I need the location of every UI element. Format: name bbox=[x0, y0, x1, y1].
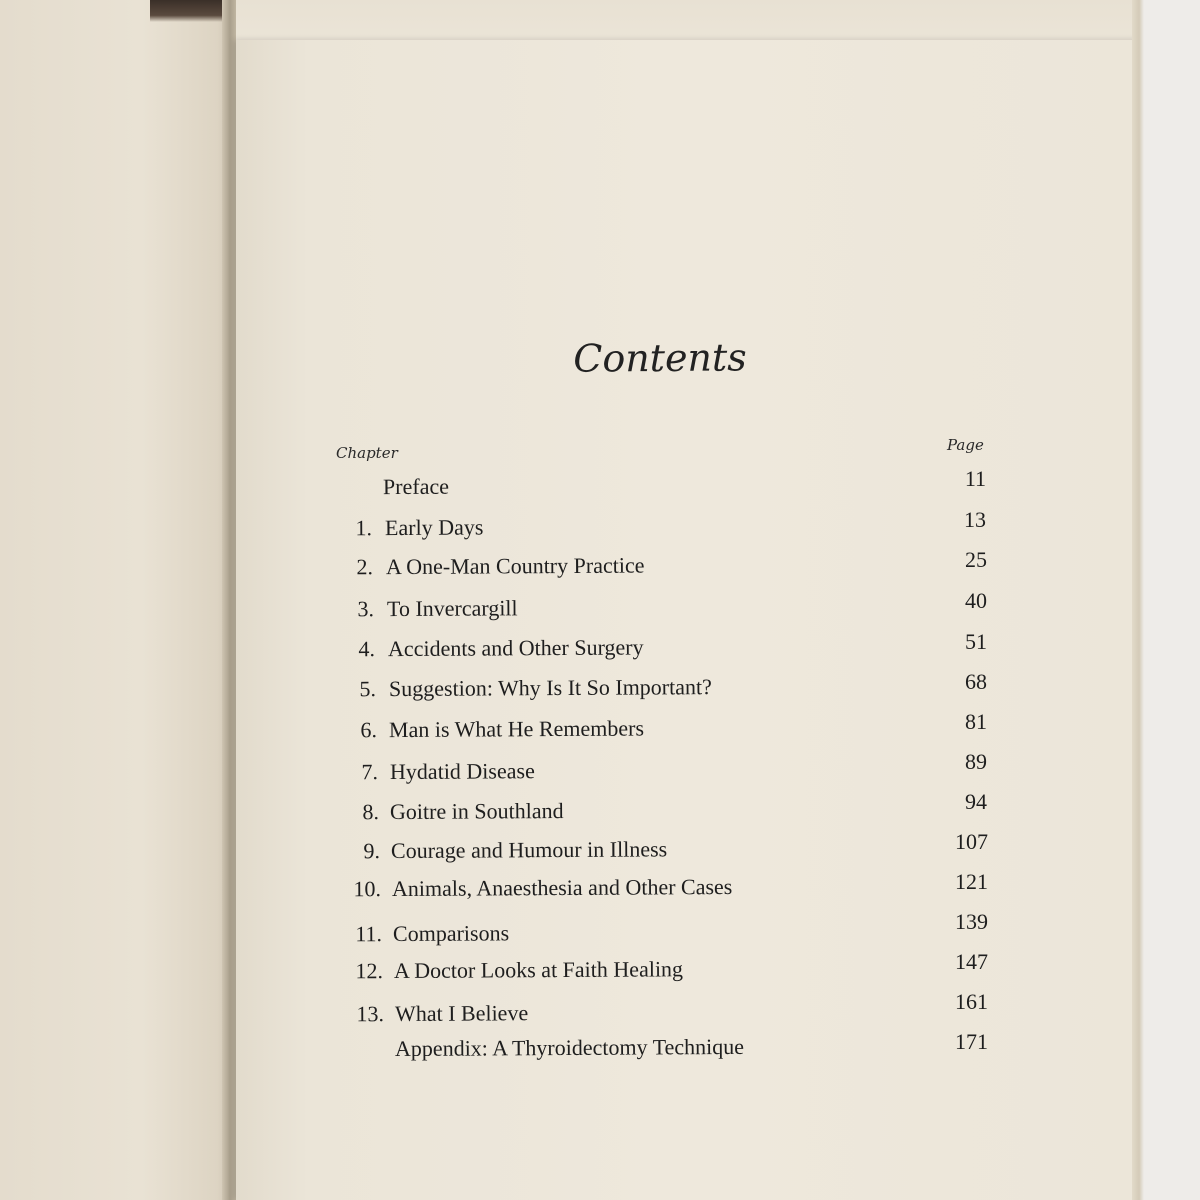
toc-entry-number: 8. bbox=[362, 799, 380, 825]
toc-entry-title: A Doctor Looks at Faith Healing bbox=[393, 956, 684, 984]
toc-entry-number: 9. bbox=[363, 838, 381, 864]
toc-entry-page: 94 bbox=[965, 789, 987, 814]
toc-entry-title: A One-Man Country Practice bbox=[385, 552, 645, 580]
toc-entry-page: 81 bbox=[965, 709, 987, 734]
chapter-column-label: Chapter bbox=[336, 444, 398, 462]
toc-entry-title: Man is What He Remembers bbox=[388, 715, 645, 743]
toc-entry-title: Comparisons bbox=[392, 920, 510, 947]
toc-entry-title: Early Days bbox=[384, 514, 484, 541]
toc-entry-number: 3. bbox=[357, 596, 375, 622]
toc-entry-page: 51 bbox=[965, 629, 987, 654]
toc-entry-page: 171 bbox=[955, 1029, 988, 1054]
toc-entry-title: Preface bbox=[382, 473, 450, 500]
toc-entry-number: 2. bbox=[356, 554, 374, 580]
toc-entry-title: Courage and Humour in Illness bbox=[390, 836, 668, 864]
toc-entry-page: 13 bbox=[964, 507, 986, 532]
toc-entry-title: Goitre in Southland bbox=[389, 798, 564, 825]
toc-entry-page: 161 bbox=[955, 989, 988, 1014]
page-column-label: Page bbox=[947, 436, 984, 454]
toc-entry-page: 139 bbox=[955, 909, 988, 934]
toc-entry-page: 68 bbox=[965, 669, 987, 694]
left-page bbox=[0, 0, 236, 1200]
toc-entry-number: 10. bbox=[353, 876, 382, 902]
toc-entry-number: 11. bbox=[355, 921, 383, 947]
page-edge bbox=[1132, 0, 1144, 1200]
toc-entry-number: 1. bbox=[355, 515, 373, 541]
toc-entry-page: 40 bbox=[965, 588, 987, 613]
toc-entry-title: Hydatid Disease bbox=[389, 758, 535, 785]
toc-entry-number: 13. bbox=[356, 1001, 385, 1027]
toc-entry-title: To Invercargill bbox=[386, 595, 518, 622]
toc-entry-number: 4. bbox=[358, 636, 376, 662]
book-cover-edge bbox=[150, 0, 230, 22]
toc-entry-title: Appendix: A Thyroidectomy Technique bbox=[394, 1033, 745, 1062]
toc-entry-title: Accidents and Other Surgery bbox=[387, 634, 644, 662]
toc-entry-number: 7. bbox=[361, 759, 379, 785]
toc-entry-title: Suggestion: Why Is It So Important? bbox=[388, 674, 712, 702]
toc-entry-number: 12. bbox=[355, 958, 384, 984]
toc-entry-page: 121 bbox=[955, 869, 988, 894]
toc-entry-page: 89 bbox=[965, 749, 987, 774]
toc-entry-number: 6. bbox=[360, 717, 378, 743]
toc-entry-page: 11 bbox=[964, 466, 986, 491]
contents-heading: Contents bbox=[573, 335, 747, 381]
toc-entry-title: Animals, Anaesthesia and Other Cases bbox=[391, 873, 733, 902]
toc-entry-page: 107 bbox=[955, 829, 988, 854]
toc-entry-page: 25 bbox=[965, 547, 987, 572]
toc-entry-page: 147 bbox=[955, 949, 988, 974]
toc-entry-title: What I Believe bbox=[394, 1000, 529, 1027]
toc-entry-number: 5. bbox=[359, 676, 377, 702]
